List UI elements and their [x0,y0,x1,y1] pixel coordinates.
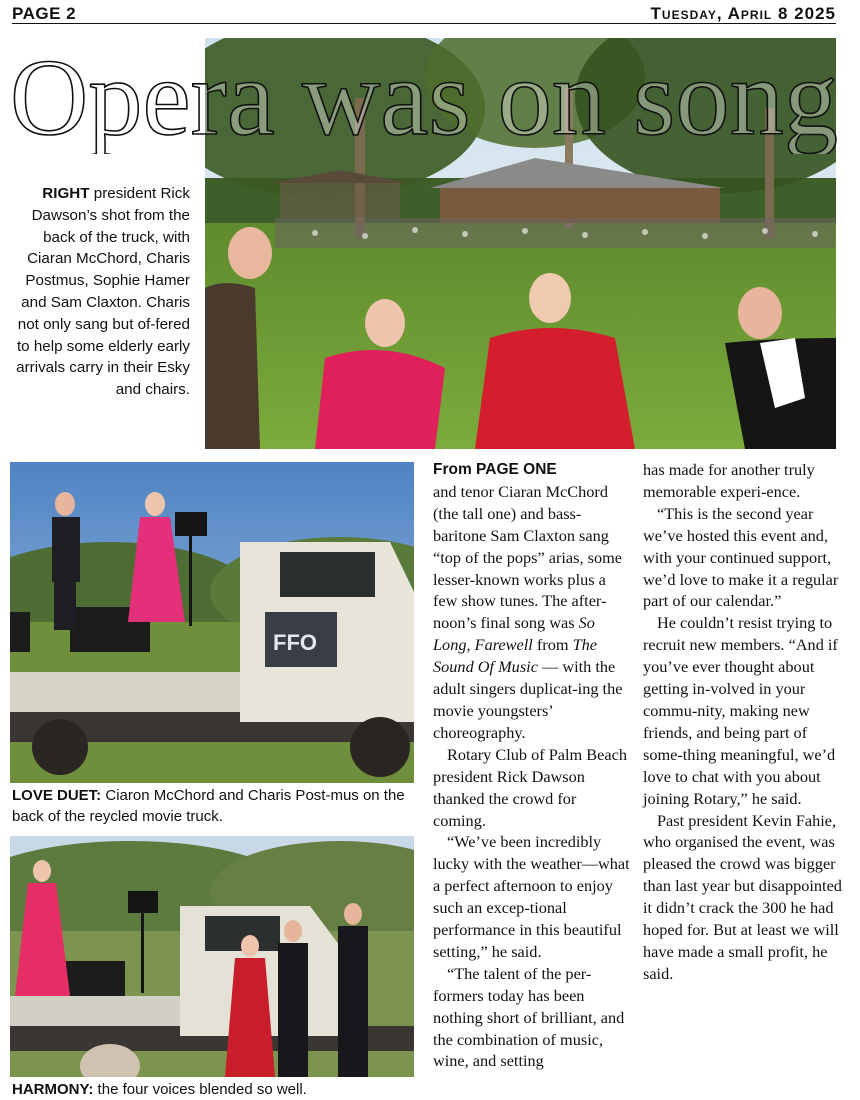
jump-from-label: From PAGE ONE [433,461,557,478]
song-title: So Long, Farewell [433,613,595,655]
article-paragraph-6: He couldn’t resist trying to recruit new members. “And if you’ve ever thought about getting in-volved in your commu-nity, making new friends, and being part of some-thing meaningful, we’d love to chat with you about joining Rotary,” he said. [643,613,838,808]
duet-caption-lead: LOVE DUET: [12,787,102,804]
hero-photo [205,38,836,449]
article-paragraph-7: Past president Kevin Fahie, who organised the event, was pleased the crowd was bigger than last year but disappointed it didn’t crack the 300 he had hoped for. But at least we will have made a small profit, he said. [643,810,842,983]
article-paragraph-2: Rotary Club of Palm Beach president Rick Dawson thanked the crowd for coming. [433,744,627,830]
article-paragraph-1: and tenor Ciaran McChord (the tall one) and bass-baritone Sam Claxton sang “top of the pops” arias, some lesser-known works plus a few show tunes. The after-noon’s final song was So Long, Farewell from The Sound Of Music — with the adult singers duplicat-ing the movie youngsters’ choreography. [433,481,623,742]
page-number: PAGE 2 [12,4,77,23]
duet-photo [10,462,414,783]
headline-text: Opera was on song [10,37,838,154]
article-paragraph-3: “We’ve been incredibly lucky with the weather—what a perfect afternoon to enjoy such an excep-tional performance in this beautiful setting,” he said. [433,832,630,961]
duet-caption [12,785,412,827]
intro-text: president Rick Dawson’s shot from the back of the truck, with Ciaran McChord, Charis Postmus, Sophie Hamer and Sam Claxton. Charis not only sang but of-fered to help some elderly early arrivals carry in their Esky and chairs. [16,185,190,399]
photo-intro [10,183,190,401]
harmony-caption-lead: HARMONY: [12,1081,94,1098]
article-paragraph-4: “The talent of the per-formers today has been nothing short of brilliant, and the combination of music, wine, and setting [433,963,625,1071]
truck-logo: FFO [273,630,317,655]
issue-date: Tuesday, April 8 2025 [650,4,836,23]
article-paragraph-4-cont: has made for another truly memorable experi-ence. [643,460,815,501]
page-header [12,4,836,24]
show-title: The Sound Of Music [433,635,598,677]
article-column-1 [433,459,630,1072]
harmony-caption [12,1079,412,1100]
article-paragraph-5: “This is the second year we’ve hosted this event and, with your continued support, we’d love to make it a regular part of our calendar.” [643,503,839,611]
article-column-2 [643,459,843,985]
harmony-caption-text: the four voices blended so well. [93,1081,307,1098]
duet-caption-text: Ciaron McChord and Charis Post-mus on the back of the reycled movie truck. [12,787,405,825]
harmony-photo [10,836,414,1077]
intro-lead: RIGHT [42,185,90,202]
